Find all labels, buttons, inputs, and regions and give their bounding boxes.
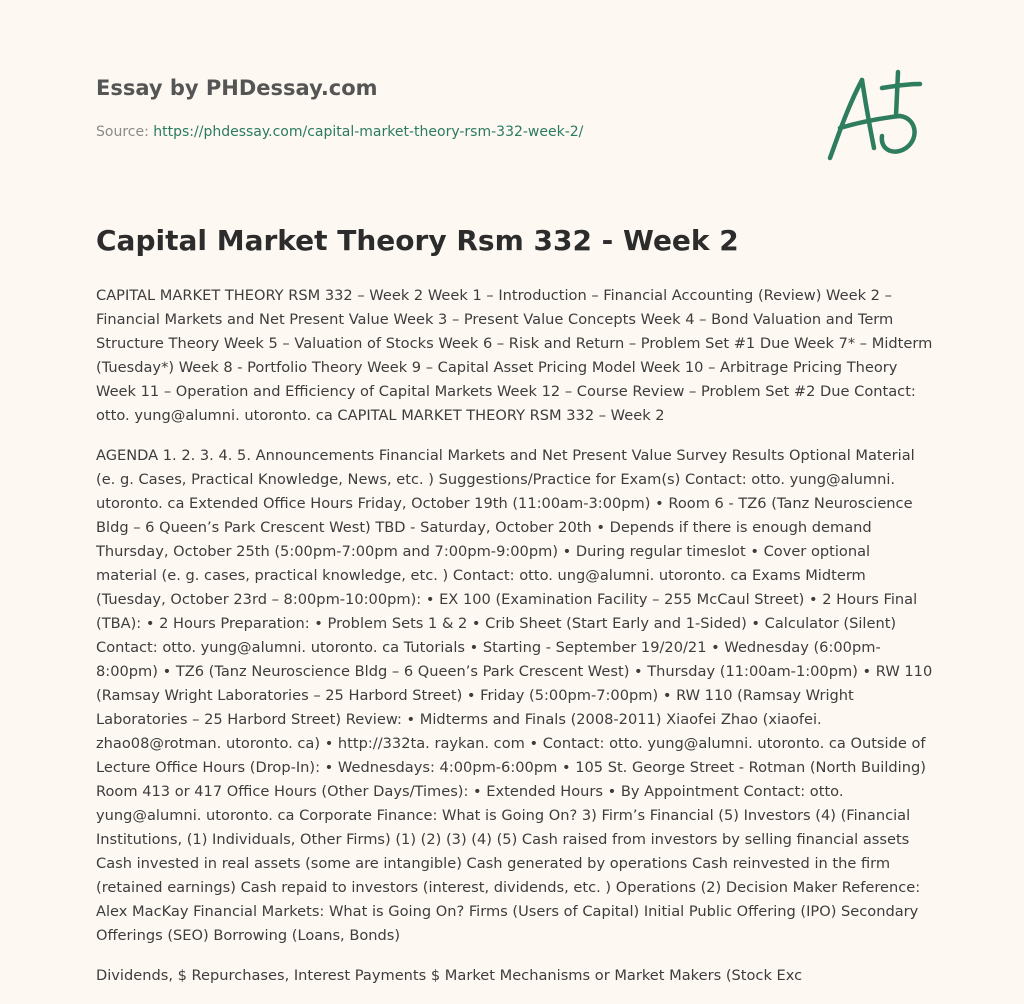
article-paragraph: Dividends, $ Repurchases, Interest Payments $ Market Mechanisms or Market Makers (Stock Exc xyxy=(96,967,803,984)
source-line xyxy=(96,124,583,140)
a-plus-logo-icon xyxy=(820,66,930,166)
source-link[interactable]: https://phdessay.com/capital-market-theory-rsm-332-week-2/ xyxy=(153,124,584,140)
article-title: Capital Market Theory Rsm 332 - Week 2 xyxy=(96,224,739,257)
source-label: Source: xyxy=(96,124,149,140)
article-body xyxy=(96,284,934,1004)
article-paragraph: CAPITAL MARKET THEORY RSM 332 – Week 2 Week 1 – Introduction – Financial Accounting (Review) Week 2 – Financial Markets and Net Present Value Week 3 – Present Value Concepts Week 4 – Bond Valuation and Term Structure Theory Week 5 – Valuation of Stocks Week 6 – Risk and Return – Problem Set #1 Due Week 7* – Midterm (Tuesday*) Week 8 - Portfolio Theory Week 9 – Capital Asset Pricing Model Week 10 – Arbitrage Pricing Theory Week 11 – Operation and Efficiency of Capital Markets Week 12 – Course Review – Problem Set #2 Due Contact: otto. yung@alumni. utoronto. ca CAPITAL MARKET THEORY RSM 332 – Week 2 xyxy=(96,287,933,424)
site-brand: Essay by PHDessay.com xyxy=(96,76,378,100)
article-paragraph: AGENDA 1. 2. 3. 4. 5. Announcements Financial Markets and Net Present Value Survey Results Optional Material (e. g. Cases, Practical Knowledge, News, etc. ) Suggestions/Practice for Exam(s) Contact: otto. yung@alumni. utoronto. ca Extended Office Hours Friday, October 19th (11:00am-3:00pm) • Room 6 - TZ6 (Tanz Neuroscience Bldg – 6 Queen’s Park Crescent West) TBD - Saturday, October 20th • Depends if there is enough demand Thursday, October 25th (5:00pm-7:00pm and 7:00pm-9:00pm) • During regular timeslot • Cover optional material (e. g. cases, practical knowledge, etc. ) Contact: otto. ung@alumni. utoronto. ca Exams Midterm (Tuesday, October 23rd – 8:00pm-10:00pm): • EX 100 (Examination Facility – 255 McCaul Street) • 2 Hours Final (TBA): • 2 Hours Preparation: • Problem Sets 1 & 2 • Crib Sheet (Start Early and 1-Sided) • Calculator (Silent) Contact: otto. yung@alumni. utoronto. ca Tutorials • Starting - September 19/20/21 • Wednesday (6:00pm-8:00pm) • TZ6 (Tanz Neuroscience Bldg – 6 Queen’s Park Crescent West) • Thursday (11:00am-1:00pm) • RW 110 (Ramsay Wright Laboratories – 25 Harbord Street) • Friday (5:00pm-7:00pm) • RW 110 (Ramsay Wright Laboratories – 25 Harbord Street) Review: • Midterms and Finals (2008-2011) Xiaofei Zhao (xiaofei. zhao08@rotman. utoronto. ca) • http://332ta. raykan. com • Contact: otto. yung@alumni. utoronto. ca Outside of Lecture Office Hours (Drop-In): • Wednesdays: 4:00pm-6:00pm • 105 St. George Street - Rotman (North Building) Room 413 or 417 Office Hours (Other Days/Times): • Extended Hours • By Appointment Contact: otto. yung@alumni. utoronto. ca Corporate Finance: What is Going On? 3) Firm’s Financial (5) Investors (4) (Financial Institutions, (1) Individuals, Other Firms) (1) (2) (3) (4) (5) Cash raised from investors by selling financial assets Cash invested in real assets (some are intangible) Cash generated by operations Cash reinvested in the firm (retained earnings) Cash repaid to investors (interest, dividends, etc. ) Operations (2) Decision Maker Reference: Alex MacKay Financial Markets: What is Going On? Firms (Users of Capital) Initial Public Offering (IPO) Secondary Offerings (SEO) Borrowing (Loans, Bonds) xyxy=(96,447,933,944)
